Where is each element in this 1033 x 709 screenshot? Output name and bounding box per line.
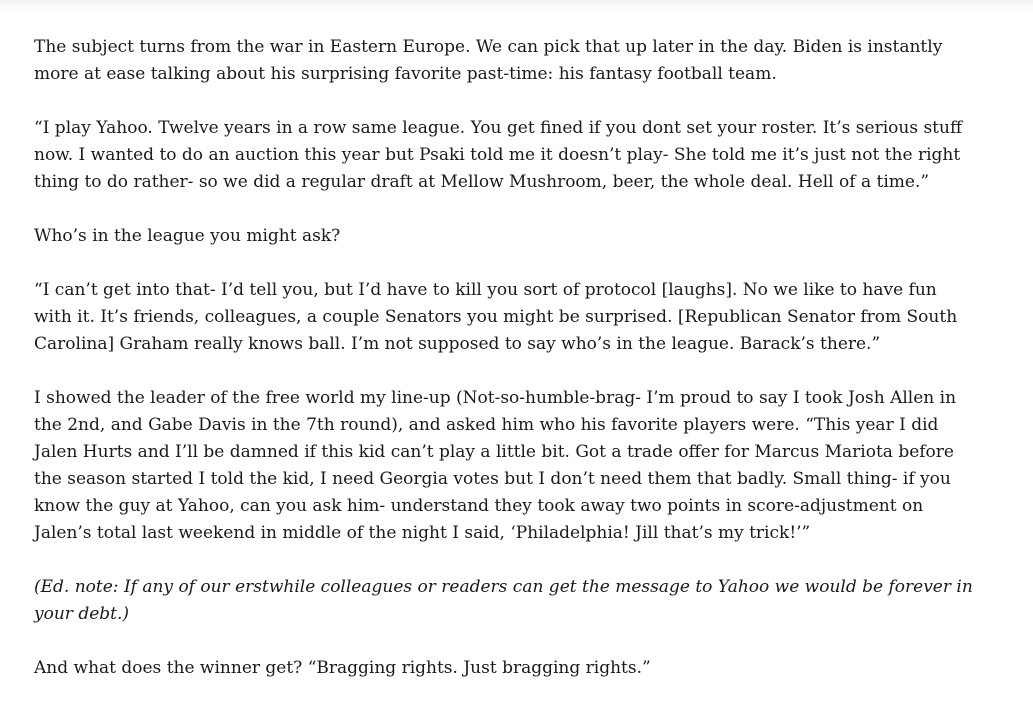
paragraph-intro: The subject turns from the war in Eastern Europe. We can pick that up later in the day. Biden is instantly more at ease talking about his surprising favorite past-time: his fantasy football team.: [34, 37, 943, 84]
paragraph-question: Who’s in the league you might ask?: [34, 226, 341, 246]
top-shadow-divider: [0, 0, 1033, 12]
article-body: [34, 34, 979, 709]
paragraph-quote-yahoo: “I play Yahoo. Twelve years in a row same league. You get fined if you dont set your roster. It’s serious stuff now. I wanted to do an auction this year but Psaki told me it doesn’t play- She told me it’s just not the right thing to do rather- so we did a regular draft at Mellow Mushroom, beer, the whole deal. Hell of a time.”: [34, 118, 963, 192]
paragraph-quote-league: “I can’t get into that- I’d tell you, but I’d have to kill you sort of protocol [laughs]. No we like to have fun with it. It’s friends, colleagues, a couple Senators you might be surprised. [Republican Senator from South Carolina] Graham really knows ball. I’m not supposed to say who’s in the league. Barack’s there.”: [34, 280, 958, 354]
paragraph-editor-note: (Ed. note: If any of our erstwhile colleagues or readers can get the message to Yahoo we would be forever in your debt.): [34, 577, 973, 624]
paragraph-winner: And what does the winner get? “Bragging rights. Just bragging rights.”: [34, 658, 651, 678]
paragraph-lineup: I showed the leader of the free world my line-up (Not-so-humble-brag- I’m proud to say I took Josh Allen in the 2nd, and Gabe Davis in the 7th round), and asked him who his favorite players were. “This year I did Jalen Hurts and I’ll be damned if this kid can’t play a little bit. Got a trade offer for Marcus Mariota before the season started I told the kid, I need Georgia votes but I don’t need them that badly. Small thing- if you know the guy at Yahoo, can you ask him- understand they took away two points in score-adjustment on Jalen’s total last weekend in middle of the night I said, ‘Philadelphia! Jill that’s my trick!’”: [34, 388, 957, 543]
